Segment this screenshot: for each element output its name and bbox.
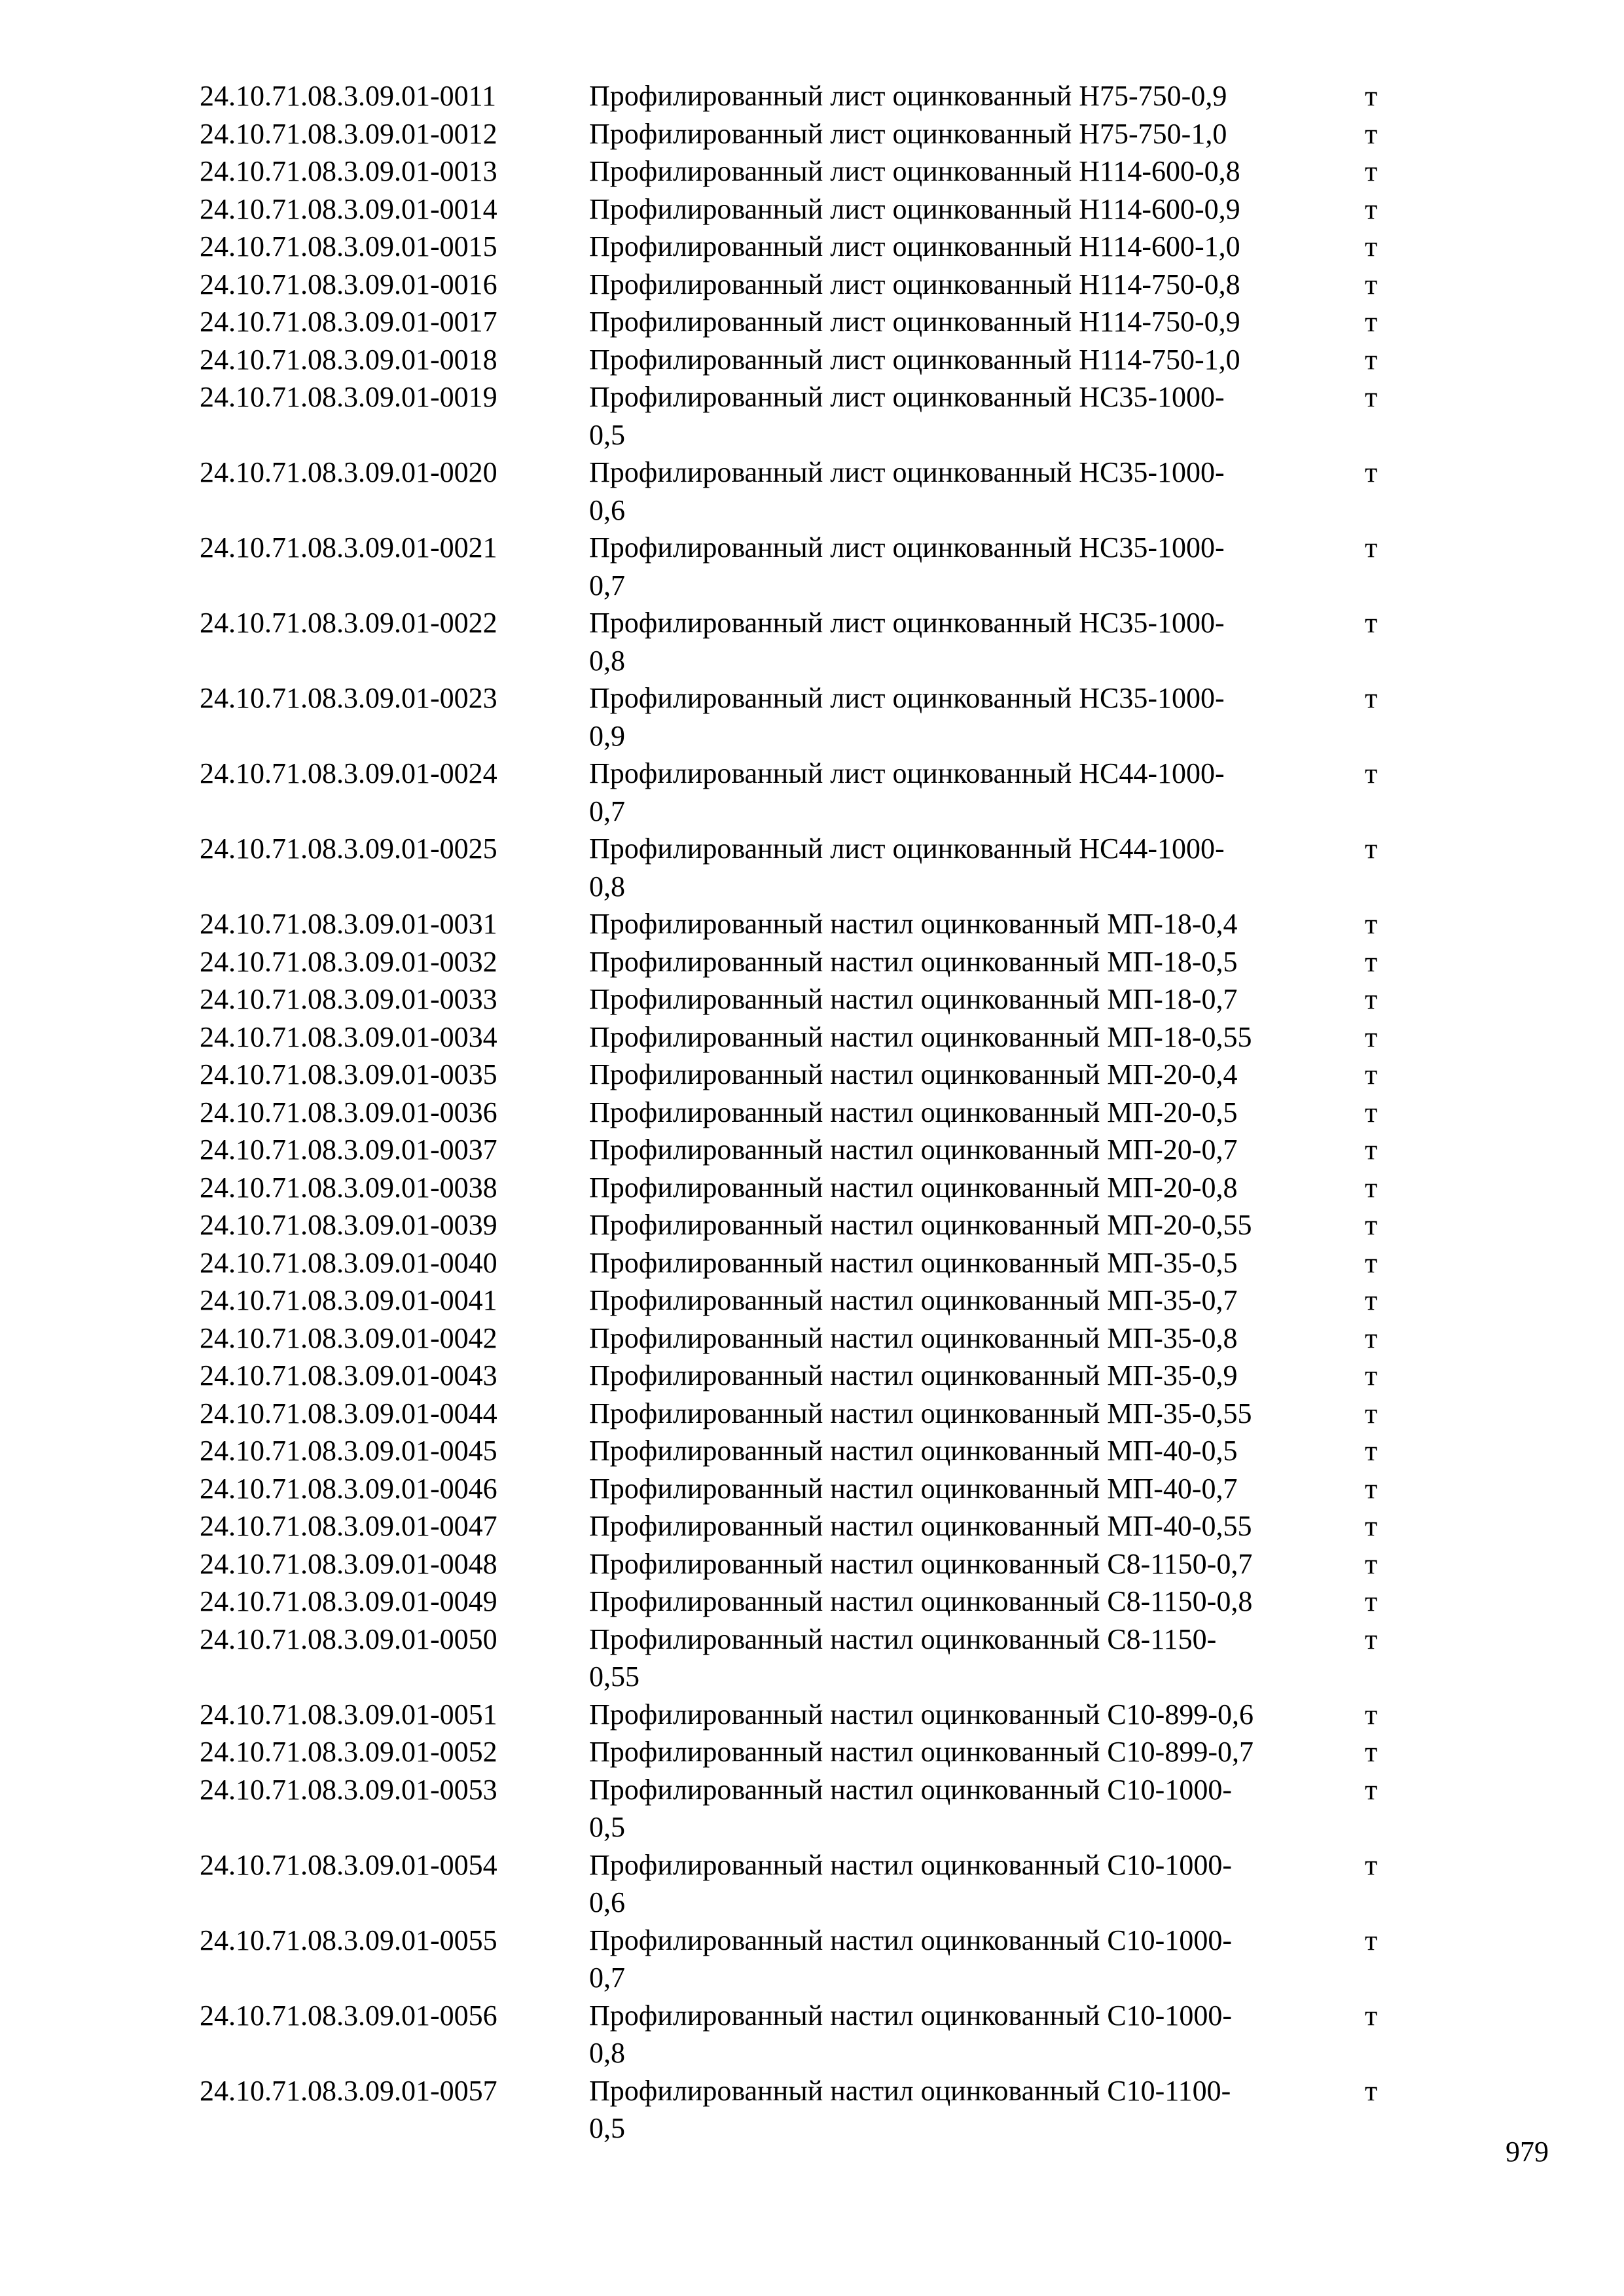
list-item: [200, 980, 1411, 1018]
item-name: [589, 943, 1365, 981]
item-code: 24.10.71.08.3.09.01-0017: [200, 306, 497, 338]
item-name-line: 0,7: [589, 569, 625, 601]
item-unit: т: [1365, 1924, 1378, 1956]
item-unit: т: [1365, 1623, 1378, 1655]
item-unit: т: [1365, 531, 1378, 564]
item-name: [589, 1244, 1365, 1282]
item-unit: т: [1365, 1359, 1378, 1391]
item-code: 24.10.71.08.3.09.01-0045: [200, 1435, 497, 1467]
item-name: [589, 1507, 1365, 1545]
item-name-line: Профилированный настил оцинкованный МП-40-0,5: [589, 1435, 1238, 1467]
item-name: [589, 1018, 1365, 1056]
item-name-line: Профилированный лист оцинкованный Н75-750-0,9: [589, 80, 1227, 112]
item-code: 24.10.71.08.3.09.01-0016: [200, 268, 497, 300]
item-code: 24.10.71.08.3.09.01-0022: [200, 607, 497, 639]
item-name-line: Профилированный настил оцинкованный МП-20-0,55: [589, 1209, 1252, 1241]
item-unit: т: [1365, 1020, 1378, 1053]
item-name-line: Профилированный настил оцинкованный МП-18-0,7: [589, 983, 1238, 1015]
item-name: [589, 266, 1365, 304]
item-name: [589, 529, 1365, 604]
item-name-line: Профилированный лист оцинкованный НС35-1000-: [589, 682, 1225, 714]
item-name: [589, 1206, 1365, 1244]
list-item: [200, 1244, 1411, 1282]
list-item: [200, 228, 1411, 266]
item-code: 24.10.71.08.3.09.01-0055: [200, 1924, 497, 1956]
item-name-line: 0,5: [589, 2112, 625, 2144]
list-item: [200, 77, 1411, 115]
item-name-line: Профилированный настил оцинкованный МП-40-0,7: [589, 1472, 1238, 1505]
item-name-line: 0,6: [589, 1886, 625, 1918]
list-item: [200, 1583, 1411, 1621]
item-name: [589, 1922, 1365, 1997]
item-unit: т: [1365, 607, 1378, 639]
item-name: [589, 2072, 1365, 2147]
item-name: [589, 228, 1365, 266]
item-name: [589, 604, 1365, 679]
item-name: [589, 1621, 1365, 1696]
list-item: [200, 679, 1411, 755]
item-unit: т: [1365, 983, 1378, 1015]
item-name-line: 0,8: [589, 644, 625, 677]
item-name: [589, 1169, 1365, 1207]
item-name-line: Профилированный лист оцинкованный НС35-1000-: [589, 607, 1225, 639]
item-code: 24.10.71.08.3.09.01-0036: [200, 1096, 497, 1128]
list-item: [200, 1846, 1411, 1922]
item-unit: т: [1365, 268, 1378, 300]
item-code: 24.10.71.08.3.09.01-0038: [200, 1171, 497, 1204]
item-name-line: Профилированный настил оцинкованный МП-18-0,4: [589, 908, 1238, 940]
item-code: 24.10.71.08.3.09.01-0042: [200, 1321, 497, 1354]
list-item: [200, 115, 1411, 153]
item-name-line: Профилированный лист оцинкованный НС35-1000-: [589, 456, 1225, 488]
list-item: [200, 1319, 1411, 1357]
item-code: 24.10.71.08.3.09.01-0021: [200, 531, 497, 564]
item-code: 24.10.71.08.3.09.01-0053: [200, 1773, 497, 1806]
list-item: [200, 604, 1411, 679]
list-item: [200, 1545, 1411, 1583]
item-name-line: Профилированный настил оцинкованный С8-1150-0,8: [589, 1585, 1253, 1617]
item-code: 24.10.71.08.3.09.01-0035: [200, 1058, 497, 1090]
item-name: [589, 1583, 1365, 1621]
item-name: [589, 77, 1365, 115]
item-unit: т: [1365, 1397, 1378, 1429]
item-unit: т: [1365, 1773, 1378, 1806]
item-code: 24.10.71.08.3.09.01-0052: [200, 1736, 497, 1768]
item-code: 24.10.71.08.3.09.01-0025: [200, 833, 497, 865]
list-item: [200, 1470, 1411, 1508]
item-code: 24.10.71.08.3.09.01-0057: [200, 2074, 497, 2107]
list-item: [200, 2072, 1411, 2147]
list-item: [200, 1094, 1411, 1132]
item-code: 24.10.71.08.3.09.01-0041: [200, 1284, 497, 1316]
item-code: 24.10.71.08.3.09.01-0051: [200, 1698, 497, 1731]
item-name-line: Профилированный настил оцинкованный С10-899-0,6: [589, 1698, 1254, 1731]
item-code: 24.10.71.08.3.09.01-0043: [200, 1359, 497, 1391]
item-unit: т: [1365, 2074, 1378, 2107]
item-name: [589, 1432, 1365, 1470]
item-name-line: Профилированный настил оцинкованный МП-20-0,7: [589, 1134, 1238, 1166]
item-code: 24.10.71.08.3.09.01-0011: [200, 80, 497, 112]
item-name-line: Профилированный настил оцинкованный С10-1000-: [589, 1773, 1232, 1806]
list-item: [200, 1056, 1411, 1094]
item-name-line: Профилированный лист оцинкованный Н114-750-1,0: [589, 343, 1240, 376]
item-code: 24.10.71.08.3.09.01-0056: [200, 1999, 497, 2032]
item-name-line: Профилированный лист оцинкованный Н114-600-0,8: [589, 155, 1240, 187]
item-name-line: Профилированный настил оцинкованный МП-35-0,9: [589, 1359, 1238, 1391]
list-item: [200, 905, 1411, 943]
item-name: [589, 1395, 1365, 1433]
list-item: [200, 1169, 1411, 1207]
item-name: [589, 1545, 1365, 1583]
item-code: 24.10.71.08.3.09.01-0018: [200, 343, 497, 376]
item-name: [589, 830, 1365, 905]
item-code: 24.10.71.08.3.09.01-0020: [200, 456, 497, 488]
item-name-line: Профилированный лист оцинкованный Н114-750-0,9: [589, 306, 1240, 338]
item-name-line: Профилированный настил оцинкованный С10-1000-: [589, 1924, 1232, 1956]
item-name: [589, 341, 1365, 379]
item-code: 24.10.71.08.3.09.01-0034: [200, 1020, 497, 1053]
item-name: [589, 115, 1365, 153]
item-name-line: Профилированный настил оцинкованный МП-20-0,5: [589, 1096, 1238, 1128]
item-unit: т: [1365, 1246, 1378, 1279]
item-code: 24.10.71.08.3.09.01-0032: [200, 945, 497, 978]
item-name-line: Профилированный лист оцинкованный Н114-600-0,9: [589, 192, 1240, 225]
item-name-line: 0,7: [589, 795, 625, 827]
item-name-line: Профилированный настил оцинкованный МП-35-0,7: [589, 1284, 1238, 1316]
list-item: [200, 152, 1411, 190]
item-unit: т: [1365, 1848, 1378, 1881]
item-name: [589, 1771, 1365, 1846]
item-name-line: Профилированный настил оцинкованный МП-18-0,5: [589, 945, 1238, 978]
item-name: [589, 303, 1365, 341]
page-number: 979: [1506, 2136, 1549, 2168]
item-name: [589, 378, 1365, 454]
item-code: 24.10.71.08.3.09.01-0024: [200, 757, 497, 789]
item-name: [589, 152, 1365, 190]
list-item: [200, 303, 1411, 341]
item-code: 24.10.71.08.3.09.01-0033: [200, 983, 497, 1015]
item-code: 24.10.71.08.3.09.01-0039: [200, 1209, 497, 1241]
item-unit: т: [1365, 1585, 1378, 1617]
item-name-line: Профилированный настил оцинкованный С10-899-0,7: [589, 1736, 1254, 1768]
item-code: 24.10.71.08.3.09.01-0050: [200, 1623, 497, 1655]
item-unit: т: [1365, 908, 1378, 940]
item-name-line: Профилированный настил оцинкованный МП-20-0,8: [589, 1171, 1238, 1204]
item-name: [589, 1131, 1365, 1169]
item-unit: т: [1365, 1472, 1378, 1505]
item-unit: т: [1365, 306, 1378, 338]
item-code: 24.10.71.08.3.09.01-0012: [200, 117, 497, 150]
item-name-line: Профилированный лист оцинкованный НС35-1000-: [589, 381, 1225, 413]
item-code: 24.10.71.08.3.09.01-0047: [200, 1510, 497, 1542]
item-unit: т: [1365, 343, 1378, 376]
item-code: 24.10.71.08.3.09.01-0054: [200, 1848, 497, 1881]
item-name: [589, 1733, 1365, 1771]
list-item: [200, 378, 1411, 454]
item-unit: т: [1365, 1510, 1378, 1542]
list-item: [200, 1771, 1411, 1846]
item-unit: т: [1365, 1058, 1378, 1090]
item-unit: т: [1365, 1209, 1378, 1241]
item-name-line: 0,9: [589, 719, 625, 752]
list-item: [200, 1395, 1411, 1433]
item-name-line: Профилированный лист оцинкованный НС44-1000-: [589, 757, 1225, 789]
item-name-line: Профилированный настил оцинкованный С10-1100-: [589, 2074, 1231, 2107]
list-item: [200, 1733, 1411, 1771]
list-item: [200, 1282, 1411, 1319]
item-code: 24.10.71.08.3.09.01-0031: [200, 908, 497, 940]
list-item: [200, 266, 1411, 304]
item-name-line: 0,55: [589, 1660, 640, 1693]
item-code: 24.10.71.08.3.09.01-0023: [200, 682, 497, 714]
item-name-line: 0,5: [589, 1811, 625, 1843]
item-name: [589, 454, 1365, 529]
item-code: 24.10.71.08.3.09.01-0040: [200, 1246, 497, 1279]
item-unit: т: [1365, 1321, 1378, 1354]
resource-list: [200, 77, 1411, 2147]
item-unit: т: [1365, 1284, 1378, 1316]
list-item: [200, 755, 1411, 830]
item-name-line: Профилированный лист оцинкованный Н75-750-1,0: [589, 117, 1227, 150]
item-name-line: Профилированный настил оцинкованный С10-1000-: [589, 1848, 1232, 1881]
item-unit: т: [1365, 1171, 1378, 1204]
item-unit: т: [1365, 192, 1378, 225]
list-item: [200, 1621, 1411, 1696]
list-item: [200, 1696, 1411, 1734]
item-unit: т: [1365, 381, 1378, 413]
list-item: [200, 1018, 1411, 1056]
item-unit: т: [1365, 945, 1378, 978]
item-code: 24.10.71.08.3.09.01-0044: [200, 1397, 497, 1429]
item-name-line: Профилированный настил оцинкованный С10-1000-: [589, 1999, 1232, 2032]
item-unit: т: [1365, 757, 1378, 789]
list-item: [200, 1131, 1411, 1169]
item-name-line: Профилированный настил оцинкованный МП-18-0,55: [589, 1020, 1252, 1053]
list-item: [200, 1432, 1411, 1470]
item-name-line: Профилированный лист оцинкованный Н114-750-0,8: [589, 268, 1240, 300]
item-name: [589, 1470, 1365, 1508]
item-name: [589, 1696, 1365, 1734]
item-name-line: Профилированный лист оцинкованный НС35-1000-: [589, 531, 1225, 564]
item-code: 24.10.71.08.3.09.01-0049: [200, 1585, 497, 1617]
list-item: [200, 529, 1411, 604]
item-name: [589, 1357, 1365, 1395]
item-name-line: Профилированный настил оцинкованный МП-40-0,55: [589, 1510, 1252, 1542]
item-name-line: Профилированный настил оцинкованный С8-1150-: [589, 1623, 1217, 1655]
item-name-line: Профилированный лист оцинкованный НС44-1000-: [589, 833, 1225, 865]
item-name: [589, 1997, 1365, 2072]
list-item: [200, 1206, 1411, 1244]
item-name: [589, 755, 1365, 830]
item-code: 24.10.71.08.3.09.01-0037: [200, 1134, 497, 1166]
item-unit: т: [1365, 1547, 1378, 1580]
item-unit: т: [1365, 230, 1378, 262]
item-name-line: Профилированный настил оцинкованный С8-1150-0,7: [589, 1547, 1253, 1580]
item-name-line: Профилированный лист оцинкованный Н114-600-1,0: [589, 230, 1240, 262]
list-item: [200, 943, 1411, 981]
item-unit: т: [1365, 1999, 1378, 2032]
list-item: [200, 1357, 1411, 1395]
list-item: [200, 190, 1411, 228]
item-code: 24.10.71.08.3.09.01-0046: [200, 1472, 497, 1505]
item-name-line: 0,8: [589, 870, 625, 903]
item-unit: т: [1365, 1698, 1378, 1731]
item-name-line: 0,5: [589, 418, 625, 451]
item-unit: т: [1365, 1435, 1378, 1467]
item-code: 24.10.71.08.3.09.01-0013: [200, 155, 497, 187]
item-name-line: Профилированный настил оцинкованный МП-20-0,4: [589, 1058, 1238, 1090]
item-name: [589, 905, 1365, 943]
item-name: [589, 1282, 1365, 1319]
item-name: [589, 1094, 1365, 1132]
item-name-line: Профилированный настил оцинкованный МП-35-0,5: [589, 1246, 1238, 1279]
item-name: [589, 1056, 1365, 1094]
item-unit: т: [1365, 1096, 1378, 1128]
item-code: 24.10.71.08.3.09.01-0019: [200, 381, 497, 413]
item-name: [589, 190, 1365, 228]
item-code: 24.10.71.08.3.09.01-0015: [200, 230, 497, 262]
item-unit: т: [1365, 1736, 1378, 1768]
list-item: [200, 1507, 1411, 1545]
list-item: [200, 1922, 1411, 1997]
item-code: 24.10.71.08.3.09.01-0048: [200, 1547, 497, 1580]
list-item: [200, 830, 1411, 905]
item-unit: т: [1365, 1134, 1378, 1166]
item-unit: т: [1365, 80, 1378, 112]
item-name-line: 0,8: [589, 2037, 625, 2069]
item-name-line: 0,6: [589, 493, 625, 526]
item-unit: т: [1365, 833, 1378, 865]
item-unit: т: [1365, 117, 1378, 150]
item-name-line: Профилированный настил оцинкованный МП-35-0,8: [589, 1321, 1238, 1354]
item-unit: т: [1365, 682, 1378, 714]
item-unit: т: [1365, 155, 1378, 187]
item-unit: т: [1365, 456, 1378, 488]
item-name-line: Профилированный настил оцинкованный МП-35-0,55: [589, 1397, 1252, 1429]
list-item: [200, 341, 1411, 379]
list-item: [200, 1997, 1411, 2072]
item-name: [589, 1319, 1365, 1357]
item-name: [589, 980, 1365, 1018]
item-name: [589, 1846, 1365, 1922]
list-item: [200, 454, 1411, 529]
item-code: 24.10.71.08.3.09.01-0014: [200, 192, 497, 225]
item-name: [589, 679, 1365, 755]
item-name-line: 0,7: [589, 1962, 625, 1994]
